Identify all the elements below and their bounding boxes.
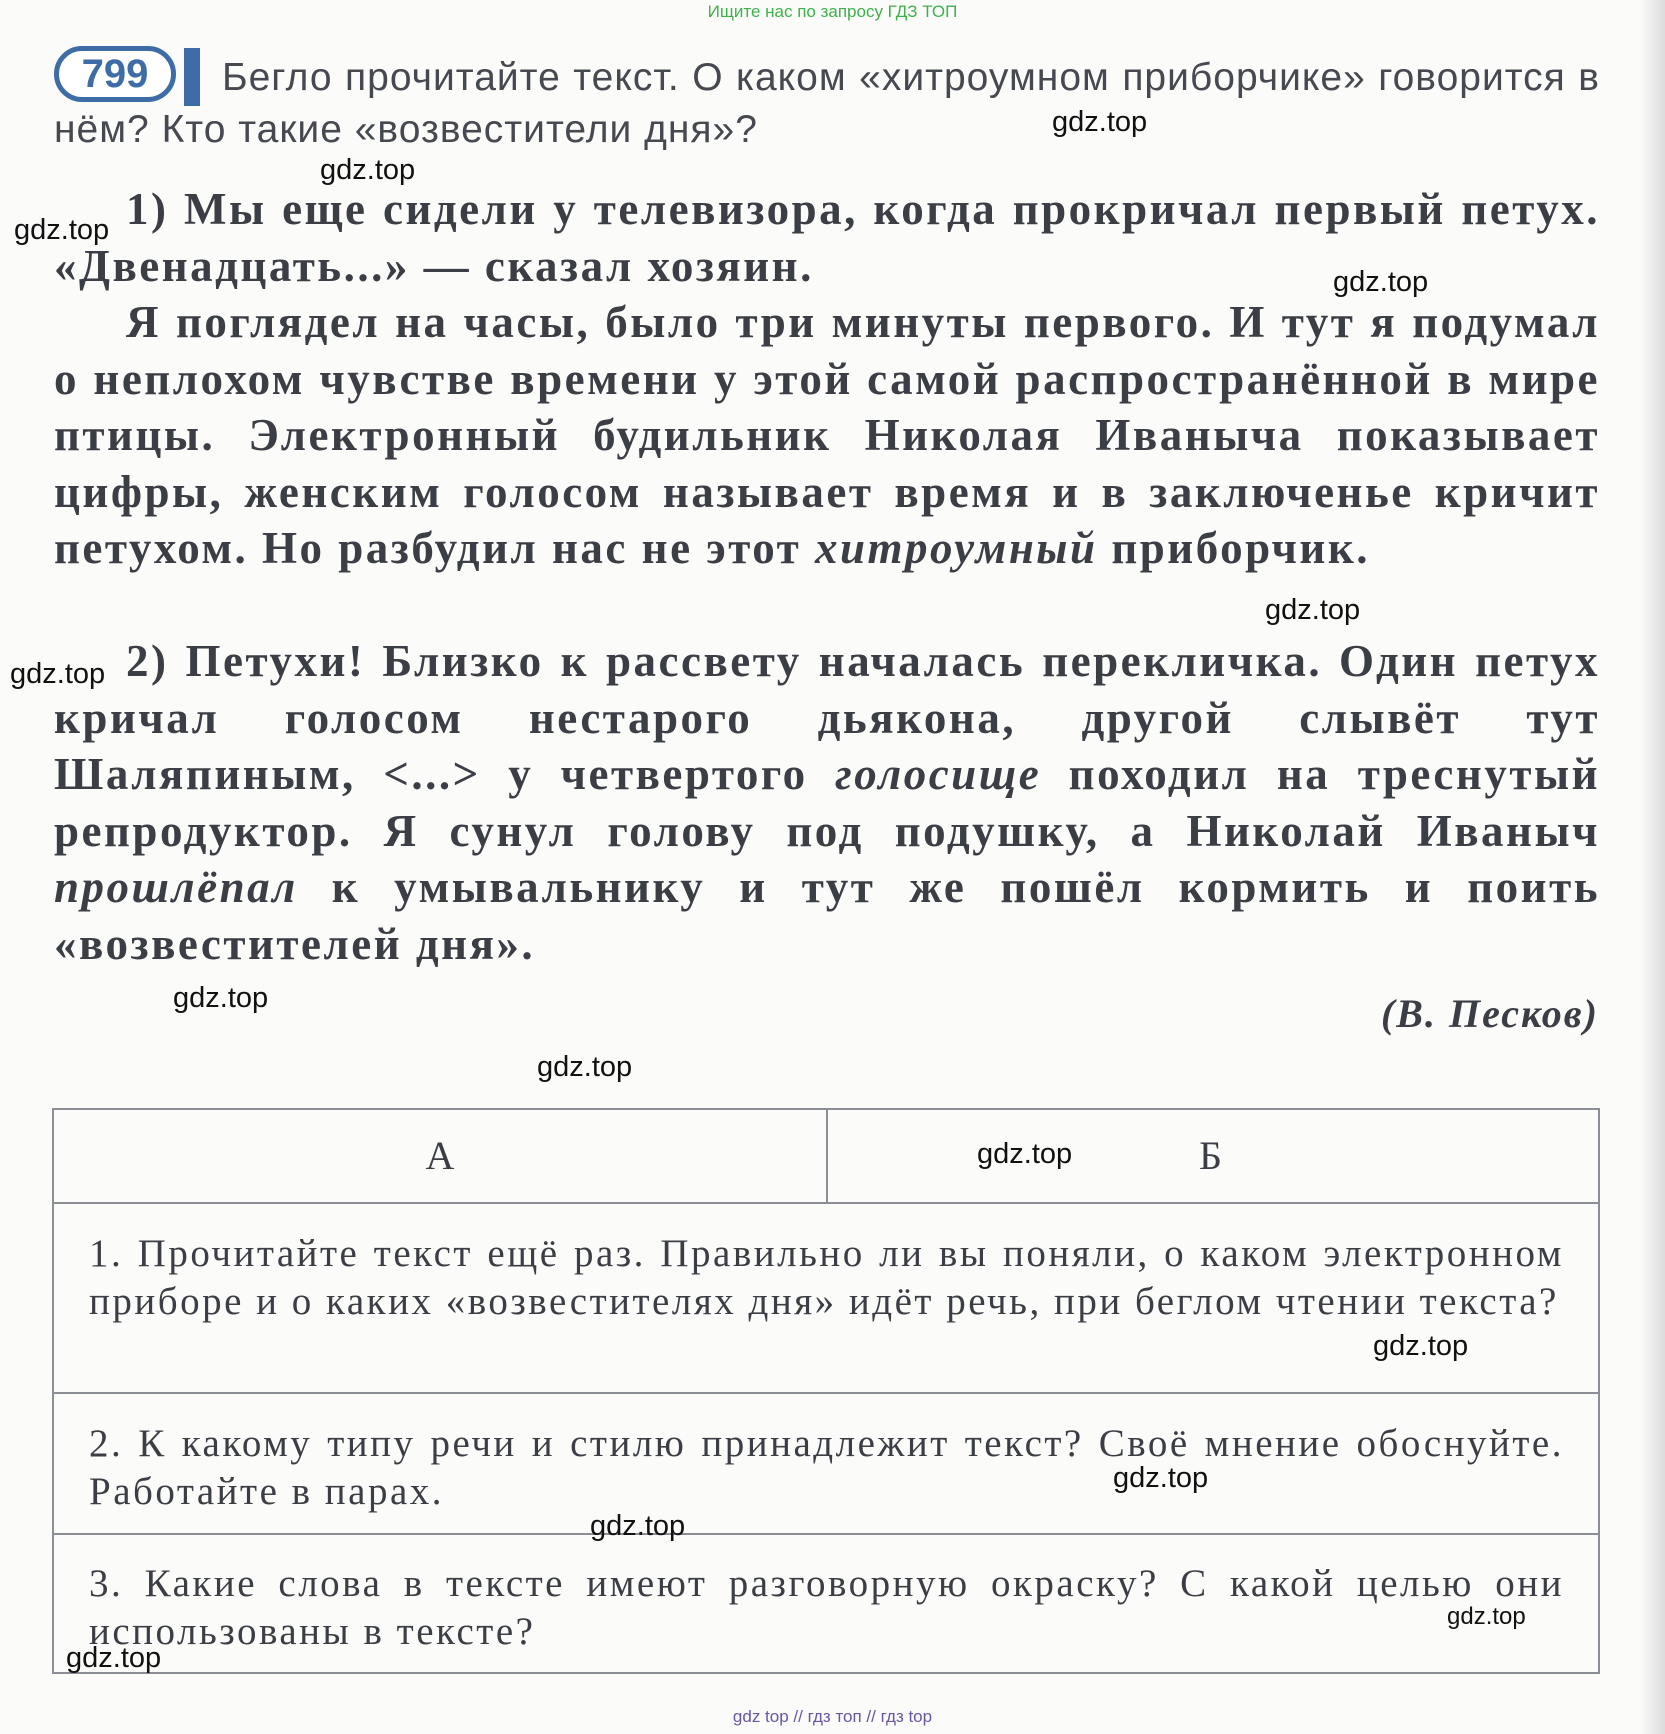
- watermark: gdz.top: [66, 1642, 162, 1674]
- watermark: gdz.top: [537, 1051, 633, 1083]
- watermark: gdz.top: [1052, 106, 1148, 138]
- table-row-divider: [54, 1533, 1598, 1535]
- paragraph-3-text-b: походил на треснутый репродуктор. Я сунул голову под подушку, а Николай Иваныч: [54, 749, 1601, 856]
- page-edge-shadow: [1640, 0, 1665, 1734]
- watermark: gdz.top: [14, 214, 110, 246]
- author-attribution: (В. Песков): [1380, 991, 1599, 1036]
- watermark: gdz.top: [173, 982, 269, 1014]
- watermark: gdz.top: [10, 658, 106, 690]
- watermark: gdz.top: [1265, 594, 1361, 626]
- table-row-divider: [54, 1202, 1598, 1204]
- footer-watermark: gdz top // гдз топ // гдз top: [732, 1707, 933, 1726]
- table-row-question-1: 1. Прочитайте текст ещё раз. Правильно ли вы поняли, о каком электронном приборе и о каких «возвестителях дня» идёт речь, при беглом чтении текста?: [89, 1232, 1564, 1323]
- paragraph-2: [54, 294, 1600, 577]
- italic-word-golosische: голосище: [835, 749, 1042, 799]
- watermark: gdz.top: [590, 1510, 686, 1542]
- top-banner[interactable]: Ищите нас по запросу ГДЗ ТОП: [707, 2, 958, 21]
- task-prompt: Бегло прочитайте текст. О каком «хитроумном приборчике» говорится в нём? Кто такие «возвестители дня»?: [54, 56, 1600, 151]
- table-row-question-3: 3. Какие слова в тексте имеют разговорную окраску? С какой целью они использованы в тексте?: [89, 1562, 1564, 1653]
- paragraph-3: [54, 633, 1600, 972]
- paragraph-2-end: приборчик.: [1097, 523, 1370, 573]
- table-row-question-2: 2. К какому типу речи и стилю принадлежит текст? Своё мнение обоснуйте. Работайте в парах.: [89, 1422, 1564, 1513]
- table-column-divider: [826, 1110, 828, 1202]
- italic-word-hitroumny: хитроумный: [815, 523, 1098, 573]
- paragraph-1: 1) Мы еще сидели у телевизора, когда прокричал первый петух. «Двенадцать...» — сказал хозяин.: [54, 184, 1600, 291]
- tasks-table: [52, 1108, 1600, 1674]
- task-number-badge: 799: [54, 46, 176, 102]
- paragraph-2-text: Я поглядел на часы, было три минуты первого. И тут я подумал о неплохом чувстве времени у этой самой распространённой в мире птицы. Электронный будильник Николая Иваныча показывает цифры, женским голосом называет время и в заключенье кричит петухом. Но разбудил нас не этот: [54, 297, 1600, 573]
- watermark: gdz.top: [1447, 1603, 1526, 1630]
- watermark: gdz.top: [977, 1138, 1073, 1170]
- paragraph-3-text-c: к умывальнику и тут же пошёл кормить и поить «возвестителей дня».: [54, 862, 1600, 969]
- italic-word-proshlepal: прошлёпал: [54, 862, 298, 912]
- watermark: gdz.top: [1333, 266, 1429, 298]
- task-number-bar: [184, 48, 200, 106]
- watermark: gdz.top: [320, 154, 416, 186]
- table-row-divider: [54, 1392, 1598, 1394]
- table-header-a: А: [425, 1133, 455, 1178]
- watermark: gdz.top: [1373, 1330, 1469, 1362]
- table-header-b: Б: [1199, 1133, 1222, 1178]
- paragraph-3-text-a: 2) Петухи! Близко к рассвету началась перекличка. Один петух кричал голосом нестарого дьякона, другой слывёт тут Шаляпиным, <...> у четвертого: [54, 636, 1600, 799]
- watermark: gdz.top: [1113, 1462, 1209, 1494]
